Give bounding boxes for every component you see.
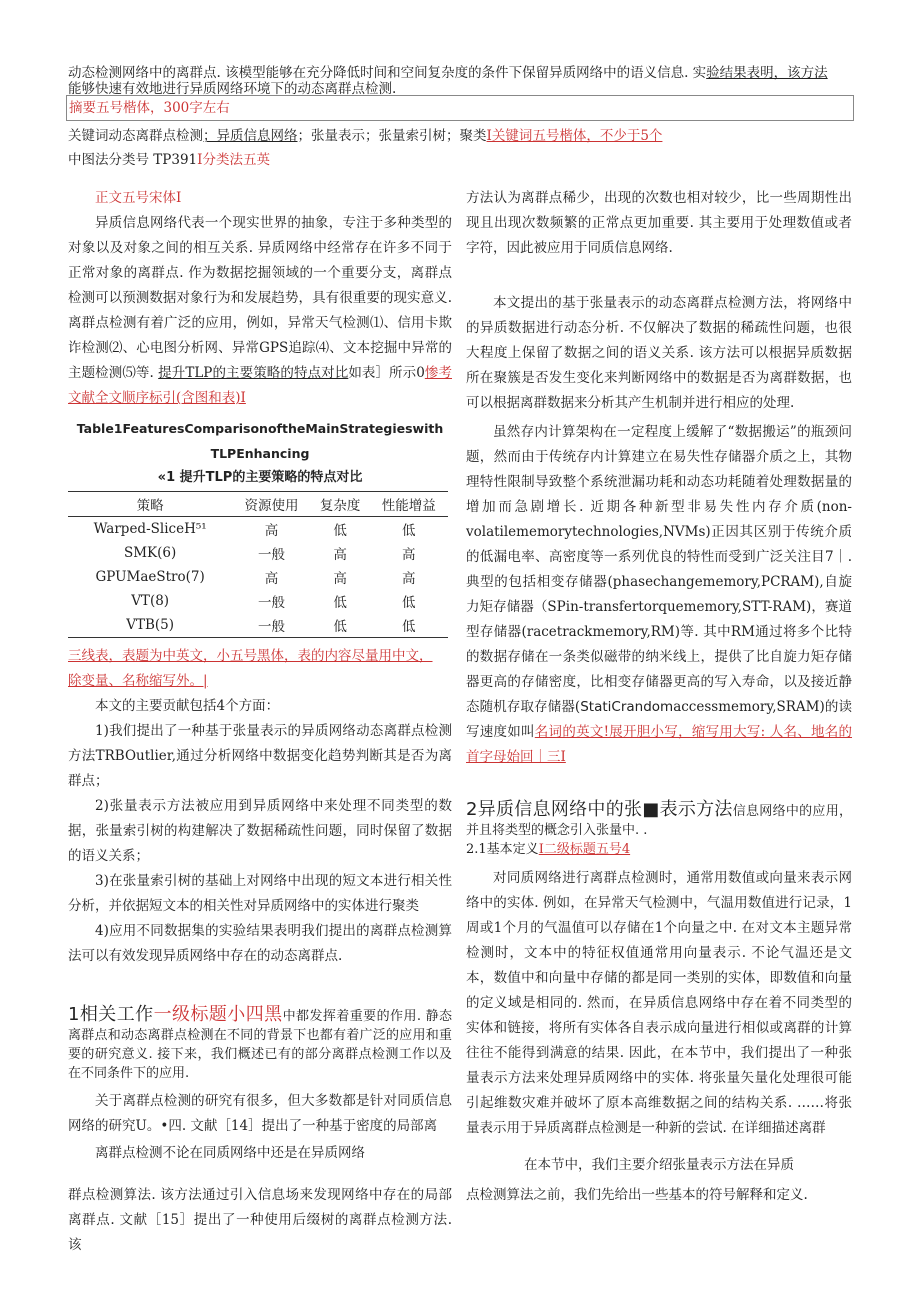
table-header: 复杂度 <box>311 492 370 517</box>
related-text: 中都发挥着重要的作用. 静态离群点和动态离群点检测在不同的背景下也都有着广泛的应用和重要的研究意义. 接下来，我们概述已有的部分离群点检测工作以及在不同条件下的应用. <box>68 1009 452 1081</box>
related-paragraph-2: 关于离群点检测的研究有很多，但大多数都是针对同质信息网络的研究U。•四. 文献［14］提出了一种基于密度的局部离 <box>68 1093 452 1134</box>
table-cell: 低 <box>333 523 347 539</box>
table-row <box>68 565 448 589</box>
table-cell: 高 <box>402 571 416 587</box>
right-paragraph-3 <box>466 420 852 770</box>
table-caption-en-2: TLPEnhancing <box>210 446 310 461</box>
table-cell: 高 <box>333 571 347 587</box>
contrib-2: 2)张量表示方法被应用到异质网络中来处理不同类型的数据，张量索引树的构建解决了数据稀疏性问题，同时保留了数据的语义关系； <box>68 798 452 864</box>
table-row <box>68 589 448 613</box>
table-cell: Warped-SliceH⁵¹ <box>93 521 207 537</box>
section2-text: 信息网络中的应用，并且将类型的概念引入张量中. . <box>466 804 852 838</box>
table-cell: 高 <box>264 523 279 539</box>
table-cell: 高 <box>402 547 416 563</box>
table-cell: 高 <box>264 571 279 587</box>
table-cell: VT(8) <box>131 593 170 609</box>
keywords-note: I关键词五号楷体，不少于5个 <box>486 128 663 144</box>
terms-note: 名词的英文!展开胆小写，缩写用大写: 人名、地名的首字母始回｜三I <box>466 724 853 765</box>
intro-text-tail: 如表］所示0 <box>348 365 425 381</box>
left-column <box>68 186 452 1166</box>
table-cell: 低 <box>333 595 347 611</box>
right-text: 虽然存内计算架构在一定程度上缓解了“数据搬运”的瓶颈问题，然而由于传统存内计算建立在易失性存储器介质之上，其物理特性限制导致整个系统泄漏功耗和动态功耗随着处理数据量的增加而急剧增长. 近期各种新型非易失性内存介质(non-volatilememorytechnologies,NVMs)正因其区别于传统介质的低漏电率、高密度等一系列优良的特性而受到广泛关注目7｜. 典型的包括相变存储器(phasechangememory,PCRAM),自旋力矩存储器（SPin-transfertorquememory,STT-RAM)，赛道型存储器(racetrackmemory,RM)等. 其中RM通过将多个比特的数据存储在一条类似磁带的纳米线上，提供了比自旋力矩存储器更高的存储密度，比相变存储器更高的写入寿命，以及接近静态随机存取存储器( <box>466 424 852 715</box>
table-caption-cn: «1 提升TLP的主要策略的特点对比 <box>157 470 363 485</box>
contrib-intro: 本文的主要贡献包括4个方面： <box>95 698 280 714</box>
subsection-heading-block <box>466 840 852 860</box>
contrib-4: 4)应用不同数据集的实验结果表明我们提出的离群点检测算法可以有效发现异质网络中存在的动态离群点. <box>68 923 452 964</box>
intro-text-underlined: 提升TLP的主要策略的特点对比 <box>158 365 349 381</box>
clc-line <box>68 151 270 169</box>
table-row <box>68 613 448 638</box>
right-paragraph-1: 方法认为离群点稀少，出现的次数也相对较少，比一些周期性出现且出现次数频繁的正常点更加重要. 其主要用于处理数值或者字符，因此被应用于同质信息网络. <box>466 190 852 256</box>
table-cell: 低 <box>402 619 416 635</box>
body-note: 正文五号宋体I <box>95 190 182 206</box>
table-cell: SMK(6) <box>123 545 177 561</box>
right-paragraph-4: 对同质网络进行离群点检测时，通常用数值或向量来表示网络中的实体. 例如，在异常天气检测中，气温用数值进行记录，1周或1个月的气温值可以存储在1个向量之中. 在对文本主题异常检测时，文本中的特征权值通常用向量表示. 不论气温还是文本，数值中和向量中存储的都是同一类别的实体，即数值和向量的定义域是相同的. 然而，在异质信息网络中存在着不同类型的实体和链接，将所有实体各自表示成向量进行相似或离群的计算往往不能得到满意的结果. 因此，在本节中，我们提出了一种张量表示方法来处理异质网络中的实体. 将张量矢量化处理很可能引起维数灾难并破坏了原本高维数据之间的结构关系. ……将张量表示用于异质离群点检测是一种新的尝试. 在详细描述离群 <box>466 870 852 1136</box>
clc-note: I分类法五英 <box>197 152 270 168</box>
table-cell: 低 <box>333 619 347 635</box>
heading-section-2: 2异质信息网络中的张■表示方法 <box>466 799 733 820</box>
right-text-sans: StatiCrandom <box>580 699 674 715</box>
keywords-a: 动态离群点检测 <box>108 128 203 144</box>
table-cell: 一般 <box>257 619 285 635</box>
keywords-label: 关键词 <box>68 128 109 144</box>
table-cell: 一般 <box>257 595 285 611</box>
ref-note: 惨考文献全文顺序标引(含图和表)I <box>68 365 452 406</box>
clc-text: 中图法分类号 TP391 <box>68 152 198 168</box>
abstract-note-box <box>66 95 854 121</box>
table-caption-en-1: Table1FeaturesComparisonoftheMainStrategieswith <box>76 421 444 436</box>
right-paragraph-5: 在本节中，我们主要介绍张量表示方法在异质 <box>524 1157 794 1173</box>
abstract-note: 摘要五号楷体，300字左右 <box>69 100 230 116</box>
table-header-row <box>68 492 448 517</box>
heading-related-work: 1相关工作 <box>68 1004 154 1025</box>
abstract-text: 动态检测网络中的离群点. 该模型能够在充分降低时间和空间复杂度的条件下保留异质网络中的语义信息. 实 <box>68 65 707 81</box>
right-bottom-paragraph: 点检测算法之前，我们先给出一些基本的符号解释和定义. <box>466 1187 808 1203</box>
section2-heading-block <box>466 800 852 840</box>
left-bottom-paragraph: 群点检测算法. 该方法通过引入信息场来发现网络中存在的局部离群点. 文献［15］提出了一种使用后缀树的离群点检测方法. 该 <box>68 1187 452 1253</box>
table-row <box>68 517 448 542</box>
abstract-text-underlined: 验结果表明，该方法 <box>706 65 828 81</box>
intro-text: 异质信息网络代表一个现实世界的抽象，专注于多种类型的对象以及对象之间的相互关系. 异质网络中经常存在许多不同于正常对象的离群点. 作为数据挖掘领域的一个重要分支，离群点检测可以预测数据对象行为和发展趋势，具有很重要的现实意义. 离群点检测有着广泛的应用，例如，异常天气检测⑴、信用卡欺诈检测⑵、心电图分析网、异常GPS追踪⑷、文本挖掘中异常的主题检测⑸等. <box>68 215 452 381</box>
table-note-1: 三线表，表题为中英文，小五号黑体，表的内容尽量用中文， <box>68 648 433 664</box>
contrib-3: 3)在张量索引树的基础上对网络中出现的短文本进行相关性分析，并依据短文本的相关性对异质网络中的实体进行聚类 <box>68 873 452 914</box>
keywords-b: ；异质信息网络 <box>203 128 298 144</box>
table-cell: GPUMaeStro(7) <box>95 569 205 585</box>
table-cell: 一般 <box>257 547 285 563</box>
table-cell: 低 <box>402 523 416 539</box>
table-header: 性能增益 <box>370 492 448 517</box>
keywords-c: ；张量表示；张量索引树；聚类 <box>297 128 487 144</box>
table-header: 策略 <box>68 492 232 517</box>
related-section <box>68 1005 452 1083</box>
right-text-tail: accessmemory,SRAM)的读写速度如叫 <box>466 699 852 740</box>
strategy-table <box>68 491 448 638</box>
related-paragraph-3: 离群点检测不论在同质网络中还是在异质网络 <box>95 1145 365 1161</box>
table-cell: 低 <box>402 595 416 611</box>
heading-2-1: 2.1基本定义 <box>466 842 539 857</box>
table-cell: VTB(5) <box>126 617 175 633</box>
right-paragraph-2: 本文提出的基于张量表示的动态离群点检测方法，将网络中的异质数据进行动态分析. 不仅解决了数据的稀疏性问题，也很大程度上保留了数据之间的语义关系. 该方法可以根据异质数据所在聚簇是否发生变化来判断网络中的数据是否为离群数据，也可以根据离群数据来分析其产生机制并进行相应的处理. <box>466 295 852 411</box>
table-row <box>68 541 448 565</box>
abstract-line-2: 能够快速有效地进行异质网络环境下的动态离群点检测. <box>68 81 397 97</box>
table-header: 资源使用 <box>232 492 310 517</box>
heading-note: 一级标题小四黑 <box>153 1004 283 1025</box>
keywords-line <box>68 127 662 145</box>
contrib-1: 1)我们提出了一种基于张量表示的异质网络动态离群点检测方法TRBOutlier,通过分析网络中数据变化趋势判断其是否为离群点； <box>68 723 452 789</box>
table-note-2: 除变量、名称缩写外。| <box>68 673 208 689</box>
subheading-note: I二级标题五号4 <box>538 842 631 857</box>
intro-paragraph <box>68 211 452 411</box>
table-cell: 高 <box>333 547 347 563</box>
right-column <box>466 186 852 1178</box>
